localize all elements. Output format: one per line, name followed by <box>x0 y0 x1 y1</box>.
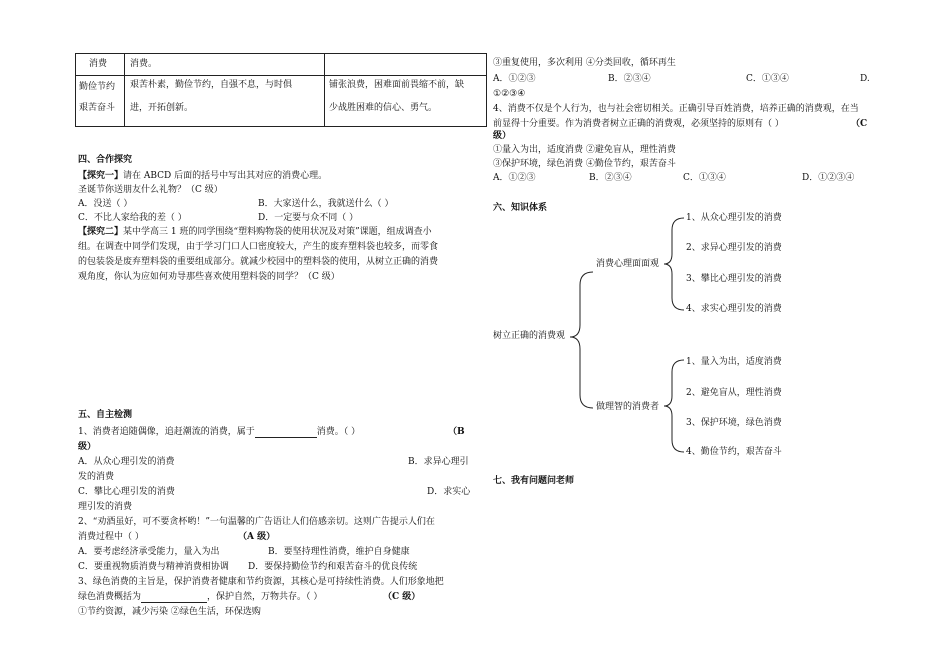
table-row2-col3-line1: 铺张浪费，困难面前畏缩不前，缺 <box>329 80 465 90</box>
q2-option-c: C．要重视物质消费与精神消费相协调 <box>78 562 229 572</box>
q1-option-a: A．从众心理引发的消费 <box>78 457 175 467</box>
table-row1-col2: 消费。 <box>130 59 158 69</box>
q1-option-d-end: 理引发的消费 <box>78 502 133 512</box>
q1-option-b-end: 发的消费 <box>78 472 115 482</box>
explore1-text: 请在 ABCD 后面的括号中写出其对应的消费心理。 <box>123 171 328 181</box>
q3-level: （C 级） <box>383 592 421 602</box>
tree-leaf: 4、勤俭节约，艰苦奋斗 <box>686 447 782 457</box>
branch2-brace <box>664 360 684 452</box>
q2-option-b: B．要坚持理性消费，维护自身健康 <box>268 547 410 557</box>
q4-choice-b: B．②③④ <box>589 173 632 183</box>
q2-line1: 2、“劝酒虽好，可不要贪杯哟！”一句温馨的广告语让人们倍感亲切。这则广告提示人们在 <box>78 517 435 527</box>
q3-choice-d: D. <box>860 74 870 84</box>
q3-choice-d-answer: ①②③④ <box>493 89 526 99</box>
q3-choice-a: A．①②③ <box>493 74 536 84</box>
q3-options-3-4: ③重复使用，多次利用 ④分类回收，循环再生 <box>493 58 676 68</box>
q4-options-1-2: ①量入为出，适度消费 ②避免盲从，理性消费 <box>493 145 676 155</box>
q3-options-1-2: ①节约资源，减少污染 ②绿色生活，环保选购 <box>78 607 261 617</box>
explore1-label: 【探究一】 <box>78 171 124 181</box>
table-row2-label-line2: 艰苦奋斗 <box>79 103 116 113</box>
q2-option-a: A．要考虑经济承受能力，量入为出 <box>78 547 220 557</box>
table-row2-col2-line1: 艰苦朴素，勤俭节约，自强不息，与时俱 <box>130 80 293 90</box>
explore2-line3: 的包装袋是废弃塑料袋的重要组成部分。就减少校园中的塑料袋的使用，从树立正确的消费 <box>78 257 439 267</box>
q4-line1: 4、消费不仅是个人行为，也与社会密切相关。正确引导百姓消费，培养正确的消费观，在当 <box>493 104 859 114</box>
tree-leaf: 4、求实心理引发的消费 <box>686 304 782 314</box>
q2-line2: 消费过程中（ ） <box>78 532 144 542</box>
section6-title: 六、知识体系 <box>493 203 548 213</box>
q4-line2: 前显得十分重要。作为消费者树立正确的消费观，必须坚持的原则有（ ） <box>493 119 784 129</box>
q1-level-start: （B <box>448 427 465 437</box>
table-row2-col3-line2: 少战胜困难的信心、勇气。 <box>329 103 438 113</box>
q4-choice-a: A．①②③ <box>493 173 536 183</box>
tree-branch-rational: 做理智的消费者 <box>596 402 660 412</box>
tree-leaf: 2、求异心理引发的消费 <box>686 243 782 253</box>
q2-level: （A 级） <box>238 532 276 542</box>
section7-title: 七、我有问题问老师 <box>493 476 575 486</box>
explore2-label: 【探究二】 <box>78 227 124 237</box>
branch1-brace <box>664 218 684 310</box>
root-brace <box>570 272 593 408</box>
q2-option-d: D．要保持勤俭节约和艰苦奋斗的优良传统 <box>248 562 418 572</box>
q4-choice-c: C．①③④ <box>683 173 726 183</box>
q3-line2-start: 绿色消费概括为 <box>78 592 142 602</box>
q4-options-3-4: ③保护环境，绿色消费 ④勤俭节约，艰苦奋斗 <box>493 159 676 169</box>
section4-title: 四、合作探究 <box>78 155 133 165</box>
table-row2-col2-line2: 进，开拓创新。 <box>130 103 194 113</box>
q4-level-end: 级） <box>493 131 512 141</box>
tree-root: 树立正确的消费观 <box>493 331 566 341</box>
explore1-option-a: A．没送（ ） <box>78 199 133 209</box>
tree-leaf: 3、攀比心理引发的消费 <box>686 274 782 284</box>
tree-leaf: 2、避免盲从，理性消费 <box>686 388 782 398</box>
table-row2-label-line1: 勤俭节约 <box>79 82 116 92</box>
q3-line2-end: ，保护自然，万物共存。（ ） <box>207 592 323 602</box>
explore2-line2: 组。在调查中同学们发现，由于学习门口人口密度较大，产生的废弃塑料袋也较多，而零食 <box>78 242 439 252</box>
q1-option-d-start: D．求实心 <box>427 487 471 497</box>
q1-stem-end: 消费。（ ） <box>316 427 361 437</box>
q4-choice-d: D．①②③④ <box>802 173 855 183</box>
q1-option-b-start: B．求异心理引 <box>408 457 469 467</box>
q4-level-start: （C <box>851 119 868 129</box>
explore1-question: 圣诞节你送朋友什么礼物？（C 级） <box>78 185 223 195</box>
q3-choice-c: C．①③④ <box>746 74 789 84</box>
section5-title: 五、自主检测 <box>78 410 133 420</box>
explore1-option-c: C．不比人家给我的差（ ） <box>78 213 187 223</box>
tree-branch-psychology: 消费心理面面观 <box>596 259 660 269</box>
explore1-option-d: D．一定要与众不同（ ） <box>258 213 359 223</box>
q1-option-c: C．攀比心理引发的消费 <box>78 487 175 497</box>
q3-choice-b: B．②③④ <box>608 74 651 84</box>
tree-leaf: 1、从众心理引发的消费 <box>686 213 782 223</box>
explore1-option-b: B．大家送什么，我就送什么（ ） <box>258 199 394 209</box>
explore2-line4: 观角度，你认为应如何劝导那些喜欢使用塑料袋的同学？（C 级） <box>78 272 340 282</box>
q3-line1: 3、绿色消费的主旨是，保护消费者健康和节约资源，其核心是可持续性消费。人们形象地把 <box>78 577 444 587</box>
q1-level-end: 级） <box>78 442 97 452</box>
tree-leaf: 3、保护环境，绿色消费 <box>686 418 782 428</box>
table-row1-label: 消费 <box>89 59 108 69</box>
q1-stem-start: 1、消费者追随偶像，追赶潮流的消费，属于 <box>78 427 255 437</box>
explore2-line1: 某中学高三 1 班的同学围绕“塑料购物袋的使用状况及对策”课题，组成调查小 <box>123 227 432 237</box>
tree-leaf: 1、量入为出，适度消费 <box>686 357 782 367</box>
